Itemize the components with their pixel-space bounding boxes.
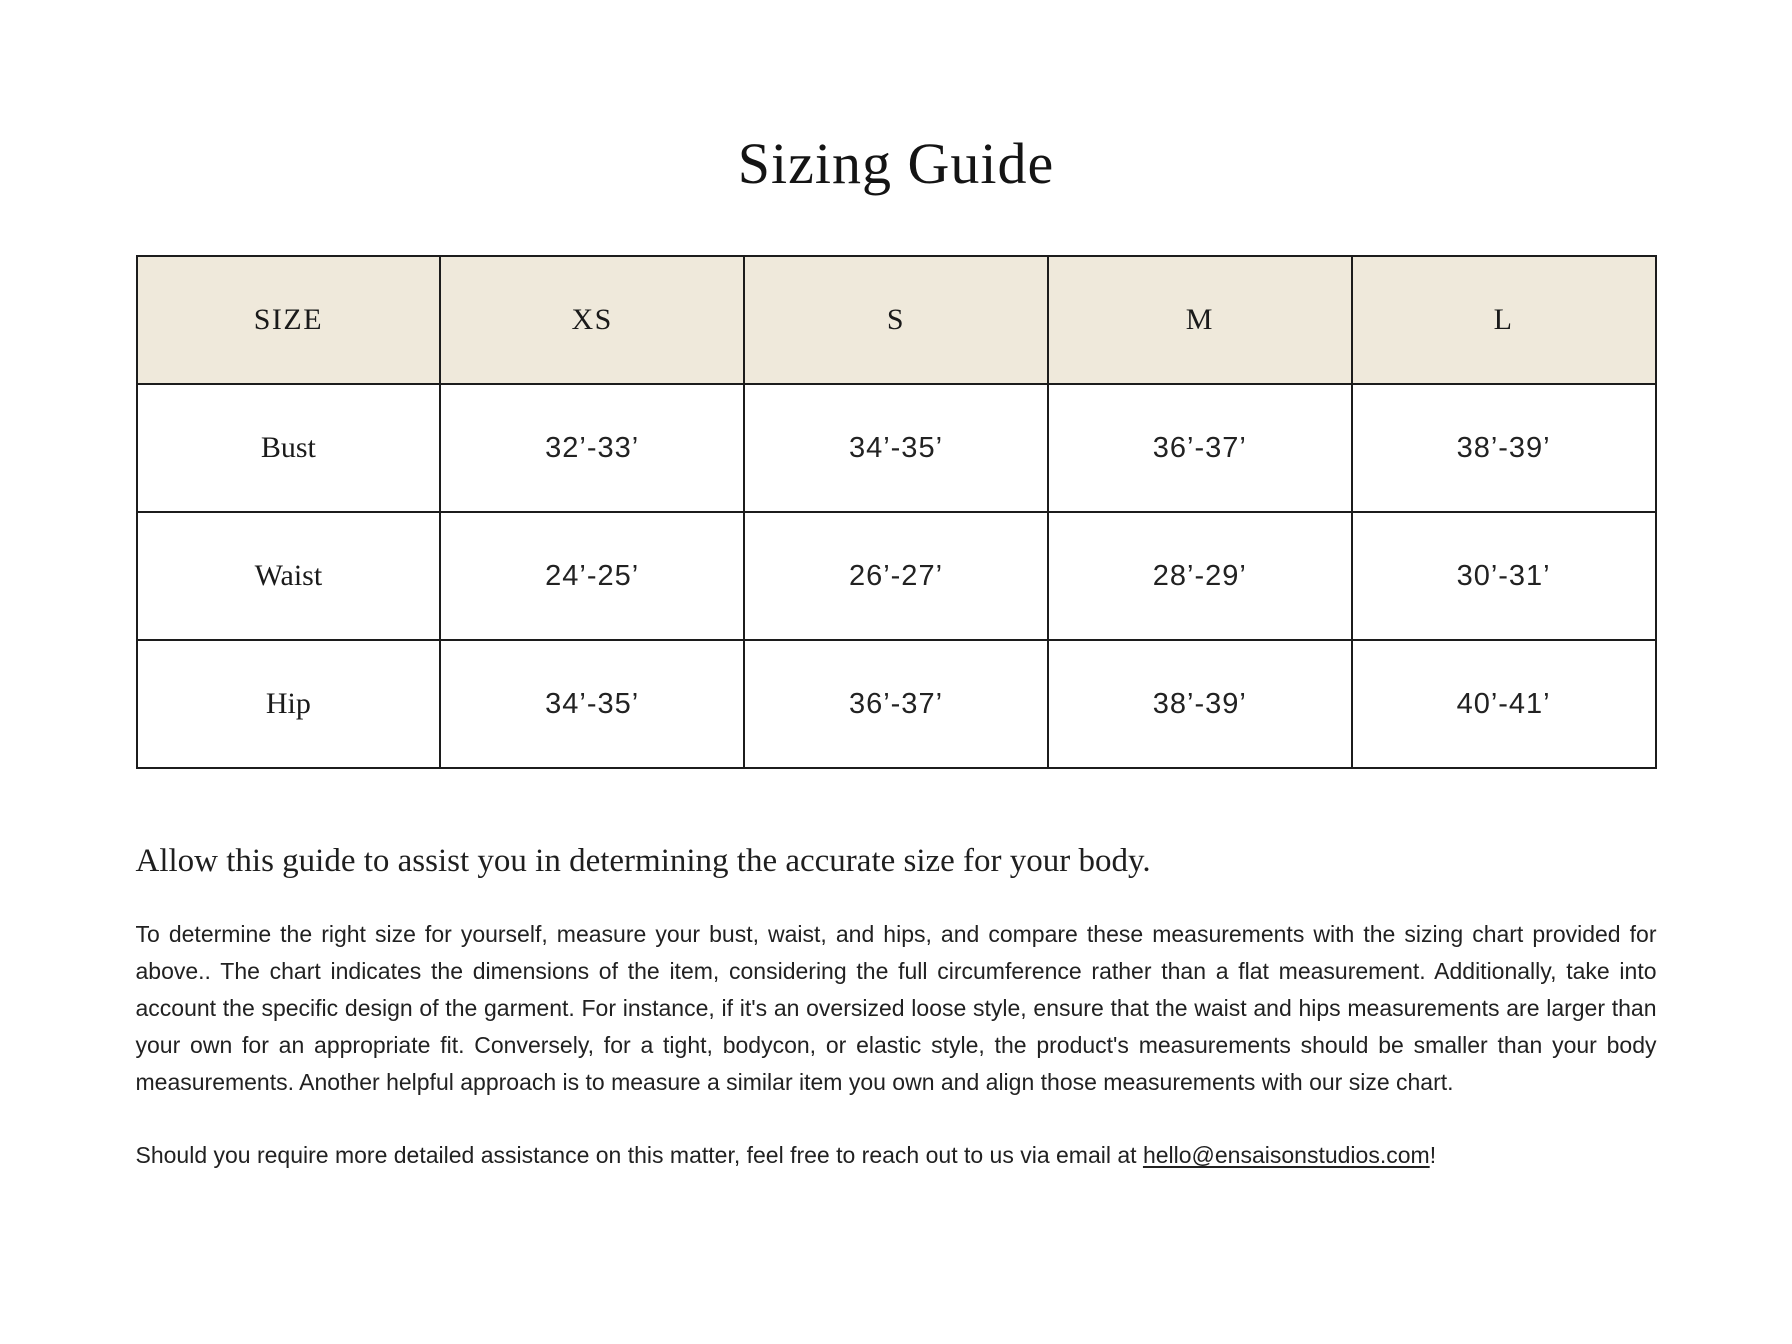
row-label-hip: Hip (137, 640, 441, 768)
guide-subheading: Allow this guide to assist you in determining the accurate size for your body. (135, 843, 1151, 879)
header-cell-m: M (1048, 256, 1352, 384)
waist-m-value: 28’-29’ (1048, 512, 1352, 640)
bust-xs-value: 32’-33’ (440, 384, 744, 512)
header-row (137, 256, 1656, 384)
waist-s-value: 26’-27’ (744, 512, 1048, 640)
hip-xs-value: 34’-35’ (440, 640, 744, 768)
hip-m-value: 38’-39’ (1048, 640, 1352, 768)
bust-l-value: 38’-39’ (1352, 384, 1656, 512)
waist-xs-value: 24’-25’ (440, 512, 744, 640)
table-row-waist (137, 512, 1656, 640)
bust-s-value: 34’-35’ (744, 384, 1048, 512)
size-chart-header (137, 256, 1656, 384)
contact-text-suffix: ! (1429, 1142, 1437, 1168)
contact-line (136, 1137, 1657, 1174)
size-chart-body (137, 384, 1656, 768)
guide-text-section (136, 843, 1657, 1174)
page-title: Sizing Guide (737, 131, 1055, 196)
row-label-bust: Bust (137, 384, 441, 512)
contact-text-prefix: Should you require more detailed assistance on this matter, feel free to reach out to us via email at (135, 1142, 1143, 1168)
header-cell-xs: XS (440, 256, 744, 384)
hip-l-value: 40’-41’ (1352, 640, 1656, 768)
guide-paragraph: To determine the right size for yourself, measure your bust, waist, and hips, and compare these measurements with the sizing chart provided for above.. The chart indicates the dimensions of the item, considering the full circumference rather than a flat measurement. Additionally, take into account the specific design of the garment. For instance, if it's an oversized loose style, ensure that the waist and hips measurements are larger than your own for an appropriate fit. Conversely, for a tight, bodycon, or elastic style, the product's measurements should be smaller than your body measurements. Another helpful approach is to measure a similar item you own and align those measurements with our size chart. (135, 921, 1657, 1095)
table-row-hip (137, 640, 1656, 768)
header-cell-size: SIZE (137, 256, 441, 384)
waist-l-value: 30’-31’ (1352, 512, 1656, 640)
size-chart-table (136, 255, 1657, 769)
hip-s-value: 36’-37’ (744, 640, 1048, 768)
email-link[interactable]: hello@ensaisonstudios.com (1142, 1142, 1430, 1168)
table-row-bust (137, 384, 1656, 512)
header-cell-s: S (744, 256, 1048, 384)
row-label-waist: Waist (137, 512, 441, 640)
bust-m-value: 36’-37’ (1048, 384, 1352, 512)
header-cell-l: L (1352, 256, 1656, 384)
